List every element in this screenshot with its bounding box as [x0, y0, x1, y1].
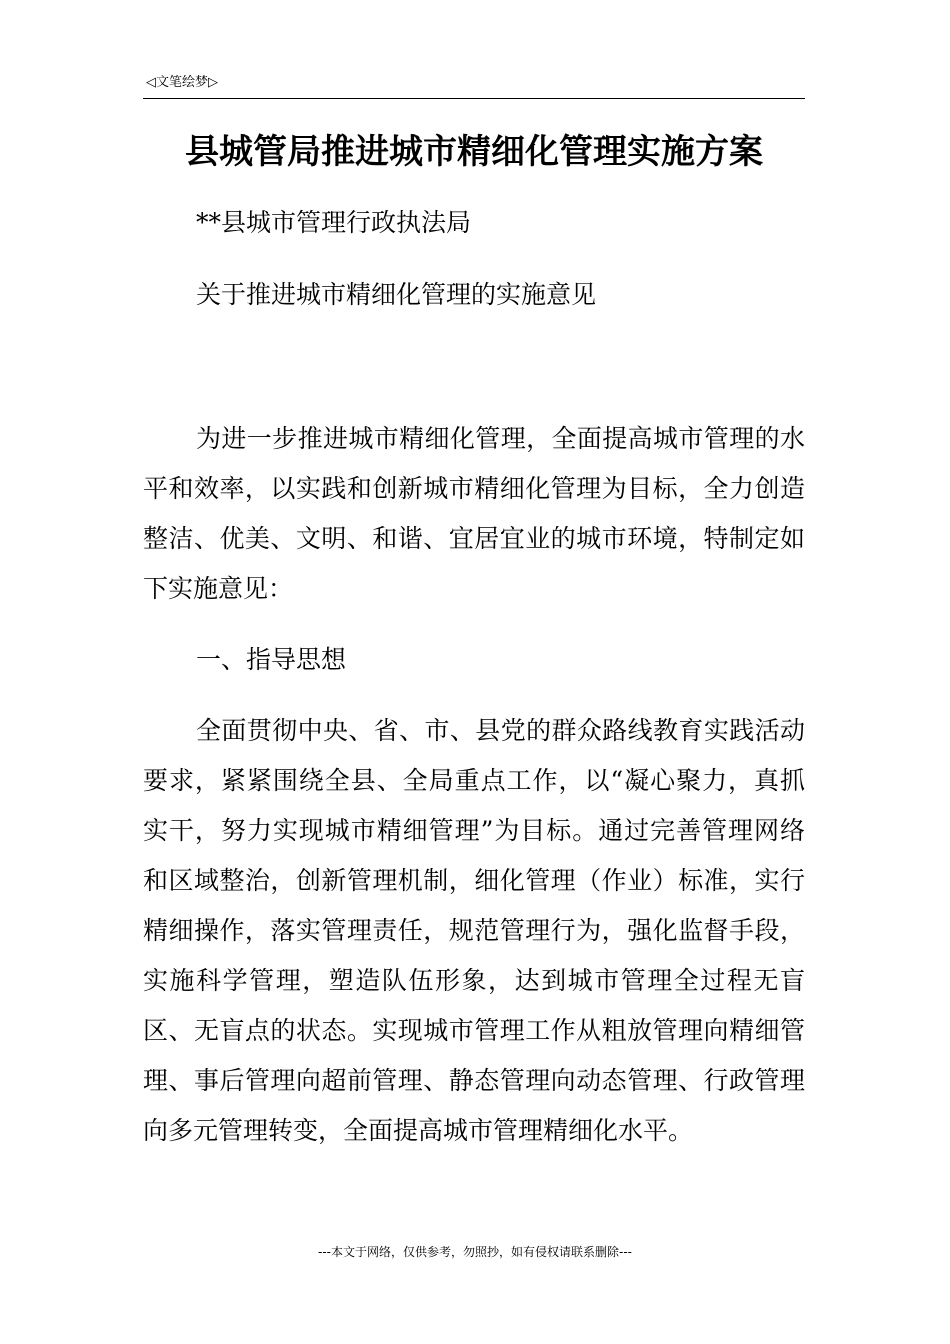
- issuer-line: **县城市管理行政执法局: [196, 208, 472, 237]
- document-header: ◁文笔绘梦▷: [146, 75, 218, 90]
- section-heading: 一、指导思想: [196, 645, 347, 674]
- document-title: 县城管局推进城市精细化管理实施方案: [185, 132, 763, 172]
- footer-notice: ---本文于网络，仅供参考，勿照抄，如有侵权请联系删除---: [318, 1245, 632, 1259]
- section-body-paragraph: 全面贯彻中央、省、市、县党的群众路线教育实践活动要求，紧紧围绕全县、全局重点工作，以“凝心聚力，真抓实干，努力实现城市精细管理”为目标。通过完善管理网络和区域整治，创新管理机制，细化管理（作业）标准，实行精细操作，落实管理责任，规范管理行为，强化监督手段，实施科学管理，塑造队伍形象，达到城市管理全过程无盲区、无盲点的状态。实现城市管理工作从粗放管理向精细管理、事后管理向超前管理、静态管理向动态管理、行政管理向多元管理转变，全面提高城市管理精细化水平。: [143, 716, 805, 1145]
- header-divider: [143, 98, 805, 99]
- intro-paragraph: 为进一步推进城市精细化管理，全面提高城市管理的水平和效率，以实践和创新城市精细化管理为目标，全力创造整洁、优美、文明、和谐、宜居宜业的城市环境，特制定如下实施意见：: [143, 424, 805, 603]
- subtitle-line: 关于推进城市精细化管理的实施意见: [196, 280, 597, 309]
